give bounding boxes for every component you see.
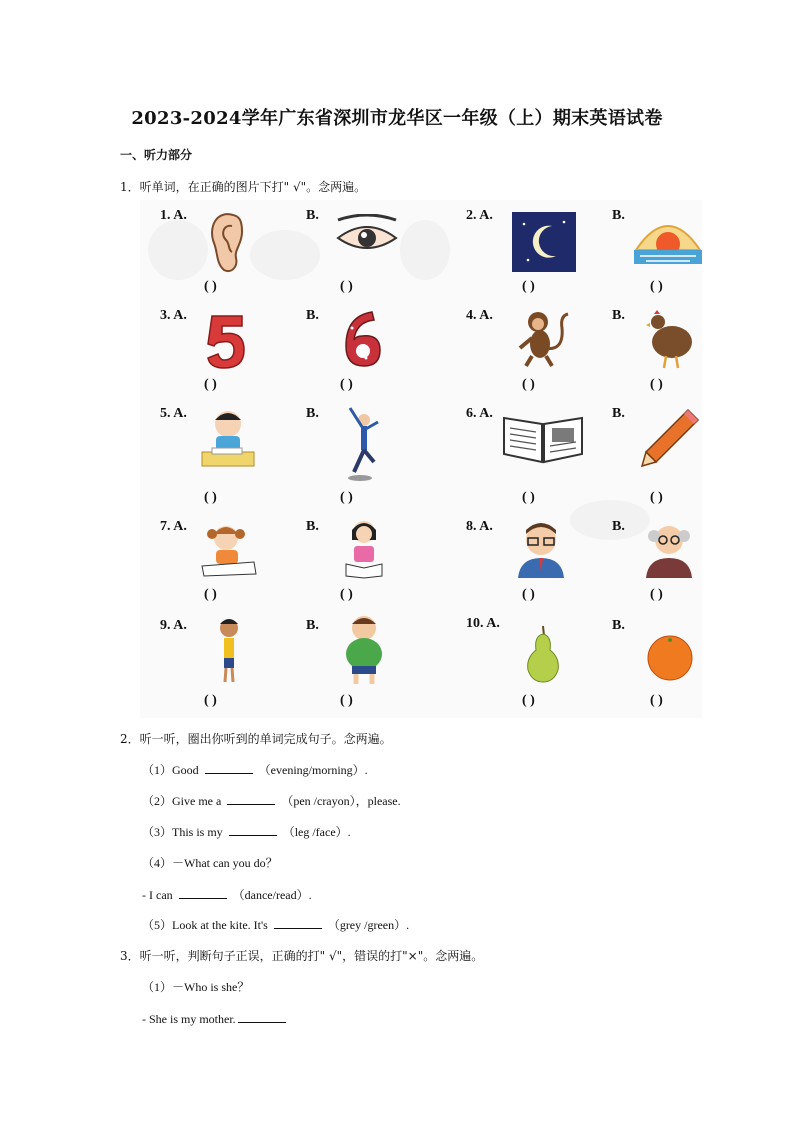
answer-paren-3a[interactable]: ( ) xyxy=(204,377,217,392)
orange-icon xyxy=(646,634,694,682)
dancer-icon xyxy=(344,402,384,482)
answer-paren-9a[interactable]: ( ) xyxy=(204,693,217,708)
answer-paren-10b[interactable]: ( ) xyxy=(650,693,663,708)
girl-drawing-icon xyxy=(198,518,260,578)
q2-line-2-text: （2）Give me a xyxy=(142,794,222,808)
item-10-b-label: B. xyxy=(612,618,625,633)
item-2-a-label: 2. A. xyxy=(466,208,493,223)
q2-line-5-text: - I can xyxy=(142,888,173,902)
q2-line-3-options: （leg /face）. xyxy=(282,825,351,839)
q2-line-3-text: （3）This is my xyxy=(142,825,223,839)
pear-icon xyxy=(522,622,564,684)
item-5-a-label: 5. A. xyxy=(160,406,187,421)
answer-paren-7b[interactable]: ( ) xyxy=(340,587,353,602)
answer-paren-6b[interactable]: ( ) xyxy=(650,490,663,505)
item-6-a-label: 6. A. xyxy=(466,406,493,421)
number-six-icon xyxy=(342,306,384,370)
q2-line-6-options: （grey /green）. xyxy=(327,918,410,932)
answer-paren-10a[interactable]: ( ) xyxy=(522,693,535,708)
answer-blank[interactable] xyxy=(238,1010,286,1023)
question-3-prompt: 3．听一听，判断句子正误，正确的打" √"，错误的打"×"。念两遍。 xyxy=(120,949,484,963)
question-1-prompt: 1．听单词，在正确的图片下打" √"。念两遍。 xyxy=(120,180,367,194)
item-7-a-label: 7. A. xyxy=(160,519,187,534)
answer-blank[interactable] xyxy=(227,792,275,805)
answer-blank[interactable] xyxy=(274,916,322,929)
q2-line-6 xyxy=(142,916,409,933)
monkey-icon xyxy=(514,308,572,368)
man-glasses-icon xyxy=(514,518,568,578)
item-5-b-label: B. xyxy=(306,406,319,421)
item-1-a-label: 1. A. xyxy=(160,208,187,223)
item-4-a-label: 4. A. xyxy=(466,308,493,323)
answer-paren-4b[interactable]: ( ) xyxy=(650,377,663,392)
answer-blank[interactable] xyxy=(205,761,253,774)
answer-paren-8a[interactable]: ( ) xyxy=(522,587,535,602)
ear-icon xyxy=(206,208,246,274)
answer-paren-7a[interactable]: ( ) xyxy=(204,587,217,602)
answer-blank[interactable] xyxy=(179,886,227,899)
moon-night-icon xyxy=(512,212,576,272)
section-heading: 一、听力部分 xyxy=(120,148,193,162)
answer-paren-1a[interactable]: ( ) xyxy=(204,279,217,294)
q2-line-6-text: （5）Look at the kite. It's xyxy=(142,918,268,932)
q2-line-3 xyxy=(142,823,351,840)
open-book-icon xyxy=(502,408,584,464)
q2-line-1-text: （1）Good xyxy=(142,763,199,777)
q2-line-1 xyxy=(142,761,368,778)
answer-blank[interactable] xyxy=(229,823,277,836)
q3-line-2 xyxy=(142,1010,292,1027)
item-10-a-label: 10. A. xyxy=(466,616,500,631)
q3-line-2-text: - She is my mother. xyxy=(142,1012,236,1026)
hen-icon xyxy=(646,308,696,370)
item-8-a-label: 8. A. xyxy=(466,519,493,534)
q2-line-2-options: （pen /crayon），please. xyxy=(281,794,401,808)
q2-line-1-options: （evening/morning）. xyxy=(258,763,368,777)
page-title: 2023-2024学年广东省深圳市龙华区一年级（上）期末英语试卷 xyxy=(131,108,663,129)
q3-line-1: （1）－Who is she？ xyxy=(142,980,250,994)
item-1-b-label: B. xyxy=(306,208,319,223)
fat-boy-icon xyxy=(342,614,386,686)
answer-paren-5a[interactable]: ( ) xyxy=(204,490,217,505)
q2-line-4: （4）－What can you do？ xyxy=(142,856,278,870)
girl-reading-icon xyxy=(344,516,384,580)
item-6-b-label: B. xyxy=(612,406,625,421)
item-2-b-label: B. xyxy=(612,208,625,223)
eye-icon xyxy=(334,214,400,258)
boy-writing-icon xyxy=(200,406,256,468)
question-2-prompt: 2．听一听，圈出你听到的单词完成句子。念两遍。 xyxy=(120,732,392,746)
answer-paren-3b[interactable]: ( ) xyxy=(340,377,353,392)
answer-paren-2a[interactable]: ( ) xyxy=(522,279,535,294)
answer-paren-1b[interactable]: ( ) xyxy=(340,279,353,294)
item-3-a-label: 3. A. xyxy=(160,308,187,323)
item-4-b-label: B. xyxy=(612,308,625,323)
item-3-b-label: B. xyxy=(306,308,319,323)
answer-paren-9b[interactable]: ( ) xyxy=(340,693,353,708)
sunrise-icon xyxy=(632,210,704,268)
q2-line-5 xyxy=(142,886,312,903)
number-five-icon xyxy=(204,312,248,370)
grandpa-icon xyxy=(644,518,694,578)
item-8-b-label: B. xyxy=(612,519,625,534)
pencil-icon xyxy=(640,406,700,468)
item-9-b-label: B. xyxy=(306,618,319,633)
answer-paren-4a[interactable]: ( ) xyxy=(522,377,535,392)
item-9-a-label: 9. A. xyxy=(160,618,187,633)
answer-paren-8b[interactable]: ( ) xyxy=(650,587,663,602)
answer-paren-6a[interactable]: ( ) xyxy=(522,490,535,505)
q2-line-5-options: （dance/read）. xyxy=(232,888,312,902)
answer-paren-5b[interactable]: ( ) xyxy=(340,490,353,505)
answer-paren-2b[interactable]: ( ) xyxy=(650,279,663,294)
item-7-b-label: B. xyxy=(306,519,319,534)
thin-boy-icon xyxy=(214,616,244,686)
q2-line-2 xyxy=(142,792,401,809)
